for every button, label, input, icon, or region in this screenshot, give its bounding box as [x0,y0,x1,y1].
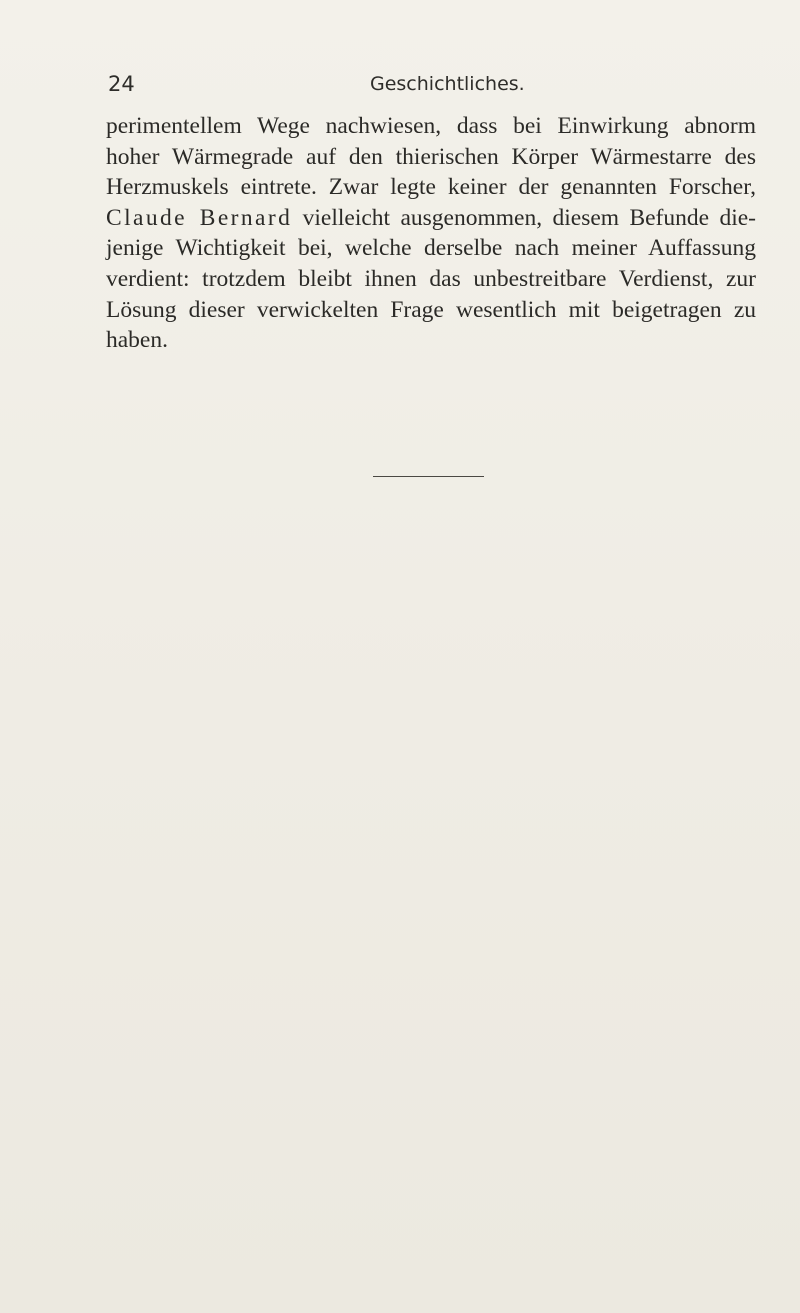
section-divider-rule [373,476,484,477]
text-line: haben. [106,327,168,354]
text-line-rest: vielleicht ausgenommen, diesem Befunde die- [292,204,756,231]
text-line: perimentellem Wege nachwiesen, dass bei Einwirkung abnorm [106,113,756,139]
author-name: Claude Bernard [106,204,293,231]
text-line: jenige Wichtigkeit bei, welche derselbe nach meiner Auffassung [106,235,756,262]
text-line: hoher Wärmegrade auf den thierischen Körper Wärmestarre des [106,143,756,170]
running-title: Geschichtliches. [370,73,525,95]
body-paragraph [106,111,756,356]
text-line [106,203,756,234]
page-number: 24 [108,72,135,96]
running-header [108,72,754,102]
text-line: Lösung dieser verwickelten Frage wesentlich mit beigetragen zu [106,296,756,323]
text-line: verdient: trotzdem bleibt ihnen das unbestreitbare Verdienst, zur [106,265,756,292]
text-line: Herzmuskels eintrete. Zwar legte keiner der genannten Forscher, [106,174,756,201]
